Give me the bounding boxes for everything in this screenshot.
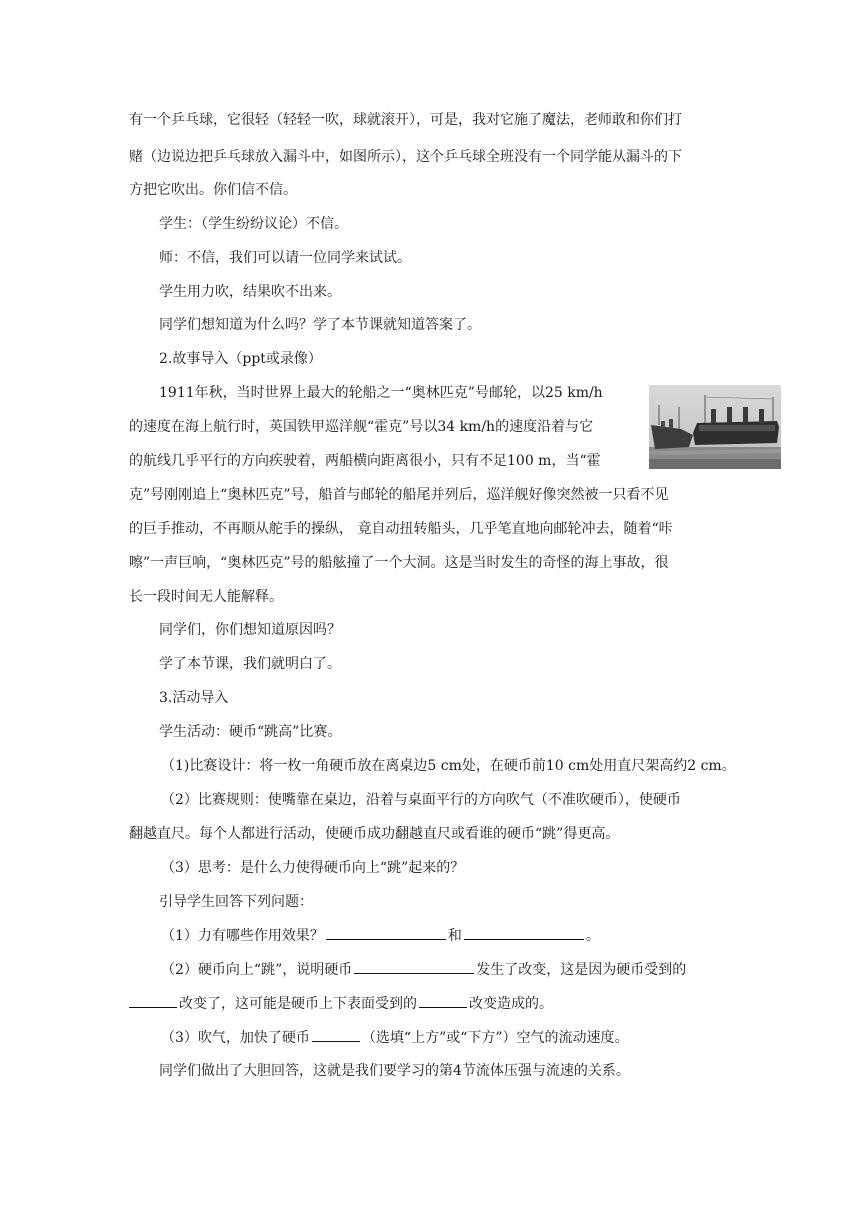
paragraph-line: 同学们想知道为什么吗？学了本节课就知道答案了。 — [159, 317, 481, 333]
paragraph-line: 引导学生回答下列问题： — [159, 894, 313, 910]
paragraph-line: 的航线几乎平行的方向疾驶着，两船横向距离很小，只有不足100 m，当“霍 — [129, 453, 601, 469]
paragraph-line: 同学们做出了大胆回答，这就是我们要学习的第4节流体压强与流速的关系。 — [159, 1063, 630, 1079]
paragraph-line: 翻越直尺。每个人都进行活动，使硬币成功翻越直尺或看谁的硬币“跳”得更高。 — [129, 826, 620, 842]
paragraph-line: 1911年秋，当时世界上最大的轮船之一“奥林匹克”号邮轮，以25 km/h — [159, 385, 603, 401]
answer-blank[interactable] — [419, 993, 467, 1008]
paragraph-line: 赌（边说边把乒乓球放入漏斗中，如图所示），这个乒乓球全班没有一个同学能从漏斗的下 — [129, 149, 682, 165]
paragraph-line: （3）思考：是什么力使得硬币向上“跳”起来的？ — [161, 860, 465, 876]
paragraph-line: 师：不信，我们可以请一位同学来试试。 — [159, 250, 411, 266]
paragraph-line: （1)比赛设计：将一枚一角硬币放在离桌边5 cm处，在硬币前10 cm处用直尺架高约2 cm。 — [161, 758, 736, 774]
section-heading: 2.故事导入（ppt或录像） — [159, 351, 322, 367]
paragraph-line: 学生用力吹，结果吹不出来。 — [159, 284, 341, 300]
question-3 — [161, 1027, 629, 1047]
question-2-mid: 改变了，这可能是硬币上下表面受到的 — [179, 996, 417, 1012]
paragraph-line: 有一个乒乓球，它很轻（轻轻一吹，球就滚开），可是，我对它施了魔法，老师敢和你们打 — [129, 112, 682, 128]
question-2-rest: 发生了改变，这是因为硬币受到的 — [476, 962, 687, 978]
paragraph-line: 学生：（学生纷纷议论）不信。 — [159, 216, 348, 232]
question-1-and: 和 — [447, 928, 462, 944]
answer-blank[interactable] — [312, 1027, 360, 1042]
paragraph-line: 的巨手推动，不再顺从舵手的操纵， 竟自动扭转船头，几乎笔直地向邮轮冲去，随着“咔 — [129, 521, 673, 537]
question-1-text: （1）力有哪些作用效果？ — [161, 928, 324, 944]
answer-blank[interactable] — [129, 993, 177, 1008]
ship-photo — [649, 385, 781, 469]
answer-blank[interactable] — [464, 925, 584, 940]
question-1 — [161, 925, 600, 945]
question-2-text: （2）硬币向上“跳”，说明硬币 — [161, 962, 353, 978]
paragraph-line: 方把它吹出。你们信不信。 — [129, 182, 297, 198]
answer-blank[interactable] — [326, 925, 446, 940]
answer-blank[interactable] — [354, 959, 474, 974]
question-3-text: （3）吹气，加快了硬币 — [161, 1030, 310, 1046]
paragraph-line: 克”号刚刚追上“奥林匹克”号，船首与邮轮的船尾并列后，巡洋舰好像突然被一只看不见 — [129, 487, 669, 503]
paragraph-line: 长一段时间无人能解释。 — [129, 589, 283, 605]
question-2-end: 改变造成的。 — [469, 996, 553, 1012]
paragraph-line: 的速度在海上航行时，英国铁甲巡洋舰“霍克”号以34 km/h的速度沿着与它 — [129, 419, 594, 435]
paragraph-line: 嚓”一声巨响，“奥林匹克”号的船舷撞了一个大洞。这是当时发生的奇怪的海上事故，很 — [129, 555, 669, 571]
section-heading: 3.活动导入 — [159, 690, 229, 706]
question-2-continued — [129, 993, 553, 1013]
question-1-end: 。 — [585, 928, 600, 944]
question-2 — [161, 959, 686, 979]
paragraph-line: （2）比赛规则：使嘴靠在桌边，沿着与桌面平行的方向吹气（不准吹硬币），使硬币 — [161, 792, 681, 808]
paragraph-line: 学了本节课，我们就明白了。 — [159, 656, 341, 672]
paragraph-line: 同学们，你们想知道原因吗？ — [159, 622, 341, 638]
paragraph-line: 学生活动：硬币“跳高”比赛。 — [159, 724, 342, 740]
question-3-rest: （选填“上方”或“下方”）空气的流动速度。 — [361, 1030, 629, 1046]
